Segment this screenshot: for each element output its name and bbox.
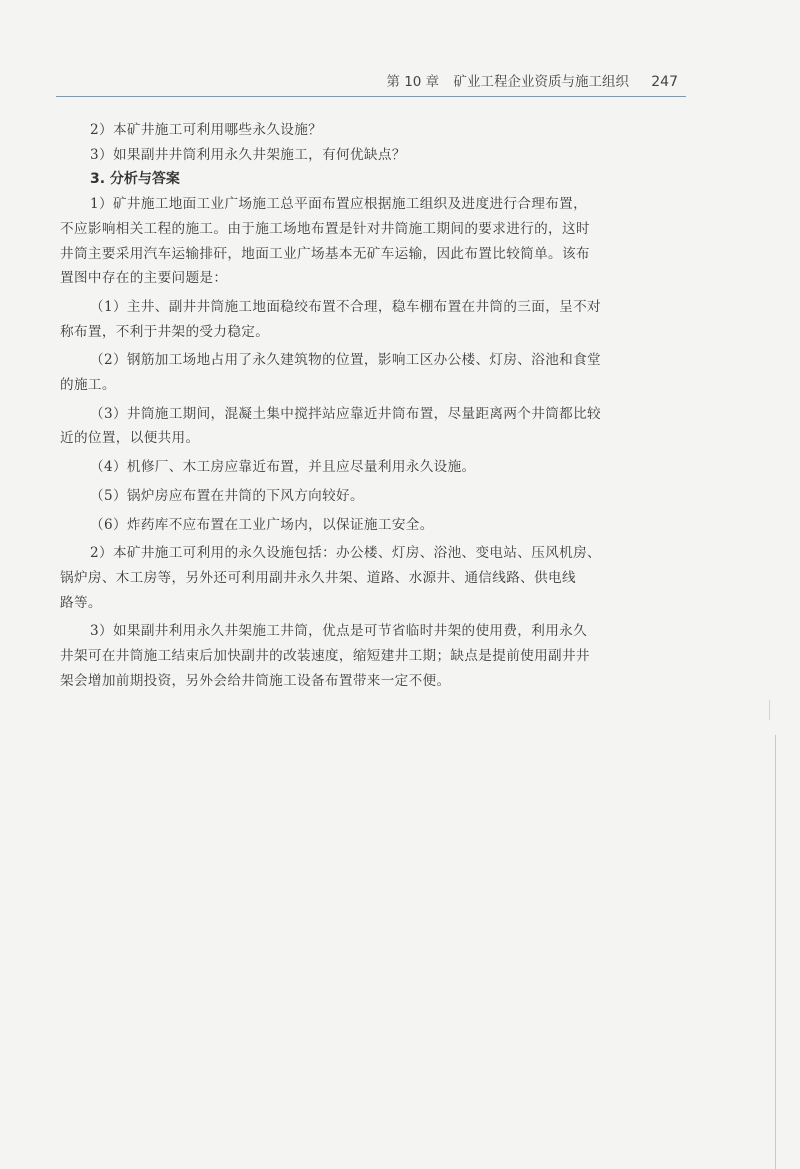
problem-2-line-1: （2）钢筋加工场地占用了永久建筑物的位置，影响工区办公楼、灯房、浴池和食堂 (90, 352, 601, 369)
running-header (56, 66, 686, 97)
answer-1-line-2: 不应影响相关工程的施工。由于施工场地布置是针对井筒施工期间的要求进行的，这时 (60, 220, 590, 237)
section-heading: 3. 分析与答案 (90, 171, 180, 188)
scan-edge-mark (769, 700, 770, 720)
problem-1-line-2: 称布置，不利于井架的受力稳定。 (60, 323, 270, 340)
problem-6: （6）炸药库不应布置在工业广场内，以保证施工安全。 (90, 516, 434, 533)
problem-1-line-1: （1）主井、副井井筒施工地面稳绞布置不合理，稳车棚布置在井筒的三面，呈不对 (90, 298, 601, 315)
question-2: 2）本矿井施工可利用哪些永久设施？ (90, 122, 323, 138)
problem-4: （4）机修厂、木工房应靠近布置，并且应尽量利用永久设施。 (90, 459, 476, 476)
chapter-title: 矿业工程企业资质与施工组织 (453, 74, 629, 90)
question-3: 3）如果副井井筒利用永久井架施工，有何优缺点？ (90, 146, 406, 163)
answer-2-line-3: 路等。 (60, 594, 102, 611)
page-edge-line (775, 735, 776, 1169)
header-text (386, 70, 678, 90)
answer-1-line-1: 1）矿井施工地面工业广场施工总平面布置应根据施工组织及进度进行合理布置， (90, 196, 588, 213)
answer-3-line-3: 架会增加前期投资，另外会给井筒施工设备布置带来一定不便。 (60, 672, 451, 689)
answer-3-line-2: 井架可在井筒施工结束后加快副井的改装速度，缩短建井工期；缺点是提前使用副井井 (60, 648, 590, 665)
chapter-number: 第 10 章 (386, 74, 440, 90)
answer-2-line-1: 2）本矿井施工可利用的永久设施包括：办公楼、灯房、浴池、变电站、压风机房、 (90, 545, 601, 562)
problem-3-line-1: （3）井筒施工期间，混凝土集中搅拌站应靠近井筒布置，尽量距离两个井筒都比较 (90, 405, 601, 422)
problem-5: （5）锅炉房应布置在井筒的下风方向较好。 (90, 487, 364, 504)
body-text (60, 118, 688, 693)
problem-3-line-2: 近的位置，以便共用。 (60, 430, 200, 447)
answer-1-line-3: 井筒主要采用汽车运输排矸，地面工业广场基本无矿车运输，因此布置比较简单。该布 (60, 245, 590, 262)
page-number: 247 (651, 74, 678, 90)
problem-2-line-2: 的施工。 (60, 377, 116, 394)
answer-2-line-2: 锅炉房、木工房等，另外还可利用副井永久井架、道路、水源井、通信线路、供电线 (60, 569, 576, 586)
answer-3-line-1: 3）如果副井利用永久井架施工井筒，优点是可节省临时井架的使用费，利用永久 (90, 623, 588, 640)
answer-1-line-4: 置图中存在的主要问题是： (60, 270, 228, 287)
